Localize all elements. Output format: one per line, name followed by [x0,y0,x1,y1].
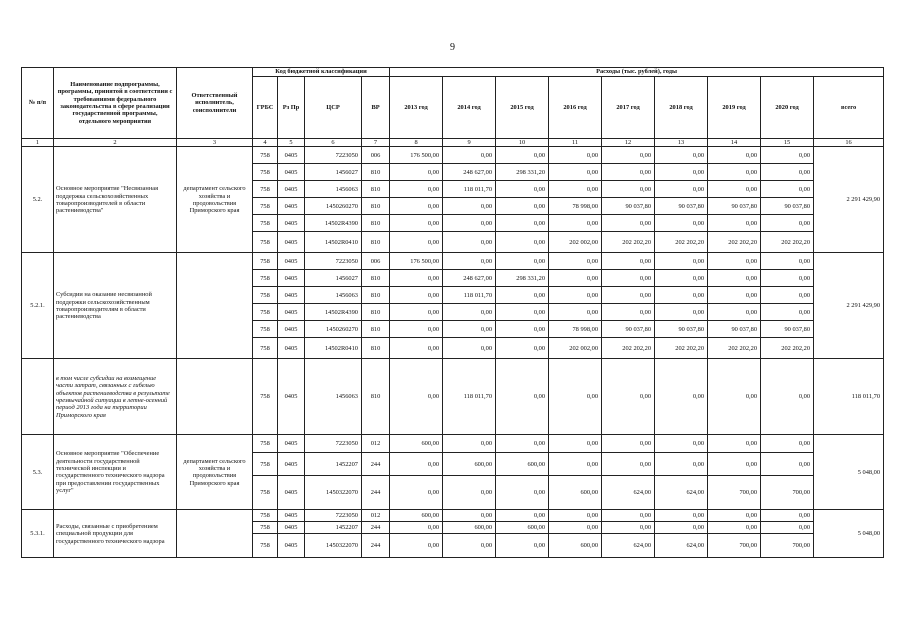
cell-year-value: 0,00 [655,270,708,287]
cell-vr: 244 [362,476,390,510]
cell-year-value: 600,00 [390,510,443,522]
cell-year-value: 0,00 [761,304,814,321]
cell-vr: 810 [362,164,390,181]
column-index-cell: 10 [496,139,549,147]
row-number [22,359,54,435]
cell-year-value: 600,00 [443,522,496,534]
cell-year-value: 0,00 [443,534,496,558]
cell-year-value: 0,00 [390,338,443,359]
header-year: 2020 год [761,77,814,139]
cell-rzpr: 0405 [278,338,305,359]
column-index-row [22,139,884,147]
cell-grbs: 758 [253,304,278,321]
cell-year-value: 0,00 [655,522,708,534]
column-index-cell: 9 [443,139,496,147]
cell-year-value: 0,00 [602,270,655,287]
cell-year-value: 0,00 [390,522,443,534]
table-row [22,510,884,522]
cell-year-value: 0,00 [496,359,549,435]
cell-year-value: 202 202,20 [708,232,761,253]
cell-year-value: 600,00 [443,453,496,476]
table-body [22,147,884,558]
cell-year-value: 0,00 [496,181,549,198]
row-name: в том числе субсидии на возмещение части затрат, связанных с гибелью объектов растениеводства в результате чрезвычайной ситуации в летне-осенний период 2013 года на территории Приморского края [54,359,177,435]
cell-year-value: 176 500,00 [390,253,443,270]
cell-year-value: 298 331,20 [496,164,549,181]
column-index-cell: 7 [362,139,390,147]
cell-year-value: 0,00 [390,321,443,338]
cell-year-value: 0,00 [443,215,496,232]
cell-year-value: 0,00 [708,435,761,453]
table-header [22,68,884,147]
cell-year-value: 0,00 [443,147,496,164]
cell-year-value: 0,00 [761,253,814,270]
cell-year-value: 0,00 [496,253,549,270]
cell-year-value: 600,00 [390,435,443,453]
column-index-cell: 6 [305,139,362,147]
header-year: 2016 год [549,77,602,139]
cell-year-value: 624,00 [602,476,655,510]
cell-rzpr: 0405 [278,198,305,215]
cell-year-value: 0,00 [761,181,814,198]
cell-year-value: 90 037,80 [602,198,655,215]
cell-year-value: 0,00 [443,253,496,270]
column-index-cell: 2 [54,139,177,147]
cell-year-value: 0,00 [708,270,761,287]
cell-vr: 810 [362,215,390,232]
cell-year-value: 0,00 [443,198,496,215]
cell-year-value: 0,00 [496,147,549,164]
cell-year-value: 700,00 [761,476,814,510]
row-name: Основное мероприятие "Обеспечение деятельности государственной технической инспекции и государственного технического надзора при предоставлении государственных услуг" [54,435,177,510]
cell-year-value: 0,00 [443,232,496,253]
table-row [22,359,884,435]
cell-year-value: 700,00 [708,476,761,510]
cell-year-value: 0,00 [390,453,443,476]
cell-year-value: 0,00 [708,181,761,198]
cell-grbs: 758 [253,287,278,304]
cell-year-value: 0,00 [761,147,814,164]
header-name: Наименование подпрограммы, программы, принятой в соответствии с требованиями федерального законодательства в сфере реализации государственной программы, отдельного мероприятия [54,68,177,139]
cell-year-value: 0,00 [708,253,761,270]
cell-year-value: 0,00 [390,215,443,232]
cell-vr: 810 [362,287,390,304]
row-total: 2 291 429,90 [814,147,884,253]
cell-csr: 7223050 [305,253,362,270]
cell-year-value: 0,00 [602,304,655,321]
cell-year-value: 0,00 [390,164,443,181]
header-rzpr: Рз Пр [278,77,305,139]
cell-year-value: 0,00 [761,510,814,522]
header-budget-code-group: Код бюджетной классификации [253,68,390,77]
header-grbs: ГРБС [253,77,278,139]
cell-year-value: 0,00 [443,321,496,338]
cell-csr: 1456063 [305,181,362,198]
row-number: 5.3. [22,435,54,510]
header-year: 2015 год [496,77,549,139]
cell-grbs: 758 [253,181,278,198]
cell-rzpr: 0405 [278,270,305,287]
cell-year-value: 298 331,20 [496,270,549,287]
page-number: 9 [450,42,455,53]
cell-year-value: 0,00 [761,270,814,287]
cell-year-value: 0,00 [708,522,761,534]
cell-grbs: 758 [253,359,278,435]
cell-year-value: 90 037,80 [602,321,655,338]
cell-year-value: 0,00 [655,435,708,453]
column-index-cell: 8 [390,139,443,147]
cell-grbs: 758 [253,321,278,338]
cell-year-value: 0,00 [549,181,602,198]
header-year: 2018 год [655,77,708,139]
cell-csr: 7223050 [305,147,362,164]
cell-csr: 1452207 [305,453,362,476]
header-year: 2019 год [708,77,761,139]
cell-year-value: 0,00 [443,304,496,321]
cell-year-value: 202 202,20 [655,232,708,253]
cell-year-value: 0,00 [390,359,443,435]
cell-year-value: 0,00 [708,304,761,321]
cell-year-value: 600,00 [549,476,602,510]
row-responsible [177,359,253,435]
cell-year-value: 90 037,80 [655,321,708,338]
cell-csr: 7223050 [305,435,362,453]
column-index-cell: 13 [655,139,708,147]
cell-year-value: 0,00 [549,270,602,287]
cell-vr: 012 [362,435,390,453]
cell-vr: 810 [362,338,390,359]
cell-year-value: 90 037,80 [655,198,708,215]
row-total: 118 011,70 [814,359,884,435]
cell-year-value: 0,00 [549,435,602,453]
cell-grbs: 758 [253,147,278,164]
cell-year-value: 90 037,80 [761,198,814,215]
column-index-cell: 12 [602,139,655,147]
cell-year-value: 0,00 [496,287,549,304]
cell-year-value: 0,00 [496,321,549,338]
cell-csr: 14502R0410 [305,338,362,359]
cell-vr: 006 [362,147,390,164]
cell-year-value: 0,00 [761,287,814,304]
cell-csr: 1456063 [305,287,362,304]
cell-rzpr: 0405 [278,287,305,304]
cell-year-value: 0,00 [708,510,761,522]
cell-grbs: 758 [253,435,278,453]
cell-year-value: 90 037,80 [761,321,814,338]
cell-grbs: 758 [253,270,278,287]
cell-year-value: 0,00 [655,253,708,270]
cell-year-value: 0,00 [549,147,602,164]
row-number: 5.3.1. [22,510,54,558]
cell-csr: 1450322070 [305,476,362,510]
cell-year-value: 0,00 [549,215,602,232]
cell-year-value: 202 202,20 [602,338,655,359]
column-index-cell: 1 [22,139,54,147]
cell-year-value: 0,00 [549,253,602,270]
cell-year-value: 78 998,00 [549,321,602,338]
cell-year-value: 0,00 [602,181,655,198]
cell-year-value: 0,00 [496,304,549,321]
cell-grbs: 758 [253,232,278,253]
cell-year-value: 624,00 [655,476,708,510]
cell-year-value: 0,00 [655,510,708,522]
cell-year-value: 0,00 [602,287,655,304]
cell-rzpr: 0405 [278,522,305,534]
header-expenses-group: Расходы (тыс. рублей), годы [390,68,884,77]
cell-vr: 810 [362,321,390,338]
cell-year-value: 0,00 [708,287,761,304]
cell-grbs: 758 [253,522,278,534]
cell-year-value: 248 627,00 [443,164,496,181]
cell-year-value: 0,00 [443,338,496,359]
cell-rzpr: 0405 [278,321,305,338]
cell-year-value: 0,00 [602,253,655,270]
cell-csr: 14502R0410 [305,232,362,253]
row-number: 5.2. [22,147,54,253]
column-index-cell: 15 [761,139,814,147]
cell-vr: 810 [362,270,390,287]
cell-year-value: 0,00 [655,164,708,181]
cell-year-value: 600,00 [496,522,549,534]
cell-year-value: 0,00 [496,338,549,359]
cell-year-value: 0,00 [549,287,602,304]
cell-year-value: 0,00 [496,476,549,510]
cell-rzpr: 0405 [278,181,305,198]
cell-csr: 14502R4390 [305,215,362,232]
cell-year-value: 0,00 [655,453,708,476]
cell-year-value: 0,00 [602,359,655,435]
cell-year-value: 0,00 [602,510,655,522]
cell-year-value: 0,00 [761,453,814,476]
cell-vr: 810 [362,359,390,435]
cell-year-value: 0,00 [761,164,814,181]
cell-vr: 810 [362,304,390,321]
cell-year-value: 0,00 [655,181,708,198]
row-responsible [177,253,253,359]
cell-year-value: 0,00 [655,147,708,164]
cell-grbs: 758 [253,338,278,359]
cell-csr: 7223050 [305,510,362,522]
cell-year-value: 0,00 [708,453,761,476]
cell-rzpr: 0405 [278,147,305,164]
column-index-cell: 14 [708,139,761,147]
cell-year-value: 0,00 [443,510,496,522]
cell-year-value: 0,00 [708,215,761,232]
cell-year-value: 118 011,70 [443,181,496,198]
column-index-cell: 4 [253,139,278,147]
cell-year-value: 600,00 [549,534,602,558]
cell-year-value: 0,00 [390,476,443,510]
cell-year-value: 118 011,70 [443,359,496,435]
cell-vr: 244 [362,522,390,534]
cell-year-value: 0,00 [602,164,655,181]
cell-rzpr: 0405 [278,232,305,253]
cell-rzpr: 0405 [278,304,305,321]
cell-year-value: 202 202,20 [708,338,761,359]
cell-grbs: 758 [253,453,278,476]
table-row [22,435,884,453]
cell-vr: 810 [362,198,390,215]
cell-rzpr: 0405 [278,164,305,181]
cell-year-value: 0,00 [390,198,443,215]
cell-year-value: 0,00 [655,304,708,321]
cell-year-value: 0,00 [549,164,602,181]
column-index-cell: 16 [814,139,884,147]
cell-year-value: 0,00 [390,232,443,253]
cell-vr: 244 [362,453,390,476]
cell-year-value: 0,00 [443,435,496,453]
cell-rzpr: 0405 [278,253,305,270]
cell-year-value: 0,00 [602,522,655,534]
cell-rzpr: 0405 [278,510,305,522]
cell-year-value: 0,00 [390,181,443,198]
cell-vr: 012 [362,510,390,522]
cell-year-value: 0,00 [496,534,549,558]
cell-rzpr: 0405 [278,435,305,453]
cell-year-value: 0,00 [549,359,602,435]
row-total: 5 048,00 [814,435,884,510]
header-year: 2013 год [390,77,443,139]
cell-year-value: 0,00 [390,270,443,287]
cell-year-value: 0,00 [549,304,602,321]
cell-vr: 810 [362,232,390,253]
row-name: Субсидии на оказание несвязанной поддержки сельскохозяйственным товаропроизводителям в области растениеводства [54,253,177,359]
header-vr: ВР [362,77,390,139]
cell-year-value: 202 202,20 [761,338,814,359]
cell-year-value: 0,00 [655,215,708,232]
cell-year-value: 90 037,80 [708,321,761,338]
cell-year-value: 0,00 [549,522,602,534]
cell-vr: 006 [362,253,390,270]
cell-year-value: 0,00 [390,534,443,558]
cell-year-value: 0,00 [496,232,549,253]
cell-year-value: 0,00 [390,304,443,321]
cell-year-value: 0,00 [496,215,549,232]
cell-year-value: 0,00 [708,164,761,181]
cell-year-value: 0,00 [655,287,708,304]
cell-year-value: 0,00 [761,359,814,435]
cell-csr: 1456027 [305,164,362,181]
cell-rzpr: 0405 [278,359,305,435]
cell-year-value: 0,00 [496,510,549,522]
cell-year-value: 176 500,00 [390,147,443,164]
cell-year-value: 600,00 [496,453,549,476]
cell-grbs: 758 [253,253,278,270]
cell-year-value: 0,00 [549,453,602,476]
column-index-cell: 3 [177,139,253,147]
cell-year-value: 624,00 [655,534,708,558]
cell-csr: 1450322070 [305,534,362,558]
budget-table [21,67,884,558]
cell-year-value: 624,00 [602,534,655,558]
cell-year-value: 248 627,00 [443,270,496,287]
cell-csr: 1456027 [305,270,362,287]
cell-year-value: 202 202,20 [602,232,655,253]
row-total: 5 048,00 [814,510,884,558]
cell-year-value: 90 037,80 [708,198,761,215]
column-index-cell: 5 [278,139,305,147]
row-total: 2 291 429,90 [814,253,884,359]
row-number: 5.2.1. [22,253,54,359]
cell-year-value: 202 002,00 [549,232,602,253]
table-row [22,147,884,164]
cell-year-value: 0,00 [443,476,496,510]
cell-year-value: 202 202,20 [761,232,814,253]
cell-csr: 1450260270 [305,321,362,338]
cell-year-value: 0,00 [655,359,708,435]
cell-vr: 810 [362,181,390,198]
header-total: всего [814,77,884,139]
cell-grbs: 758 [253,476,278,510]
table-row [22,253,884,270]
cell-year-value: 0,00 [602,453,655,476]
cell-year-value: 0,00 [602,147,655,164]
cell-vr: 244 [362,534,390,558]
cell-year-value: 0,00 [496,198,549,215]
cell-csr: 14502R4390 [305,304,362,321]
cell-year-value: 118 011,70 [443,287,496,304]
cell-grbs: 758 [253,215,278,232]
cell-year-value: 0,00 [761,435,814,453]
header-year: 2017 год [602,77,655,139]
cell-year-value: 78 998,00 [549,198,602,215]
cell-grbs: 758 [253,510,278,522]
row-responsible: департамент сельского хозяйства и продовольствия Приморского края [177,147,253,253]
cell-csr: 1452207 [305,522,362,534]
cell-rzpr: 0405 [278,215,305,232]
column-index-cell: 11 [549,139,602,147]
header-responsible: Ответственный исполнитель, соисполнители [177,68,253,139]
cell-year-value: 0,00 [761,215,814,232]
cell-year-value: 202 202,20 [655,338,708,359]
cell-csr: 1450260270 [305,198,362,215]
cell-year-value: 700,00 [761,534,814,558]
cell-grbs: 758 [253,198,278,215]
cell-grbs: 758 [253,534,278,558]
cell-year-value: 0,00 [390,287,443,304]
cell-year-value: 202 002,00 [549,338,602,359]
cell-year-value: 700,00 [708,534,761,558]
header-csr: ЦСР [305,77,362,139]
cell-year-value: 0,00 [549,510,602,522]
cell-year-value: 0,00 [496,435,549,453]
cell-rzpr: 0405 [278,476,305,510]
cell-year-value: 0,00 [761,522,814,534]
cell-grbs: 758 [253,164,278,181]
row-responsible: департамент сельского хозяйства и продовольствия Приморского края [177,435,253,510]
row-name: Основное мероприятие "Несвязанная поддержка сельскохозяйственных товаропроизводителей в области растениеводства" [54,147,177,253]
cell-csr: 1456063 [305,359,362,435]
cell-year-value: 0,00 [602,435,655,453]
cell-year-value: 0,00 [708,147,761,164]
header-year: 2014 год [443,77,496,139]
header-num: № п/п [22,68,54,139]
cell-rzpr: 0405 [278,453,305,476]
cell-year-value: 0,00 [602,215,655,232]
row-name: Расходы, связанные с приобретением специальной продукции для государственного технического надзора [54,510,177,558]
row-responsible [177,510,253,558]
cell-rzpr: 0405 [278,534,305,558]
cell-year-value: 0,00 [708,359,761,435]
